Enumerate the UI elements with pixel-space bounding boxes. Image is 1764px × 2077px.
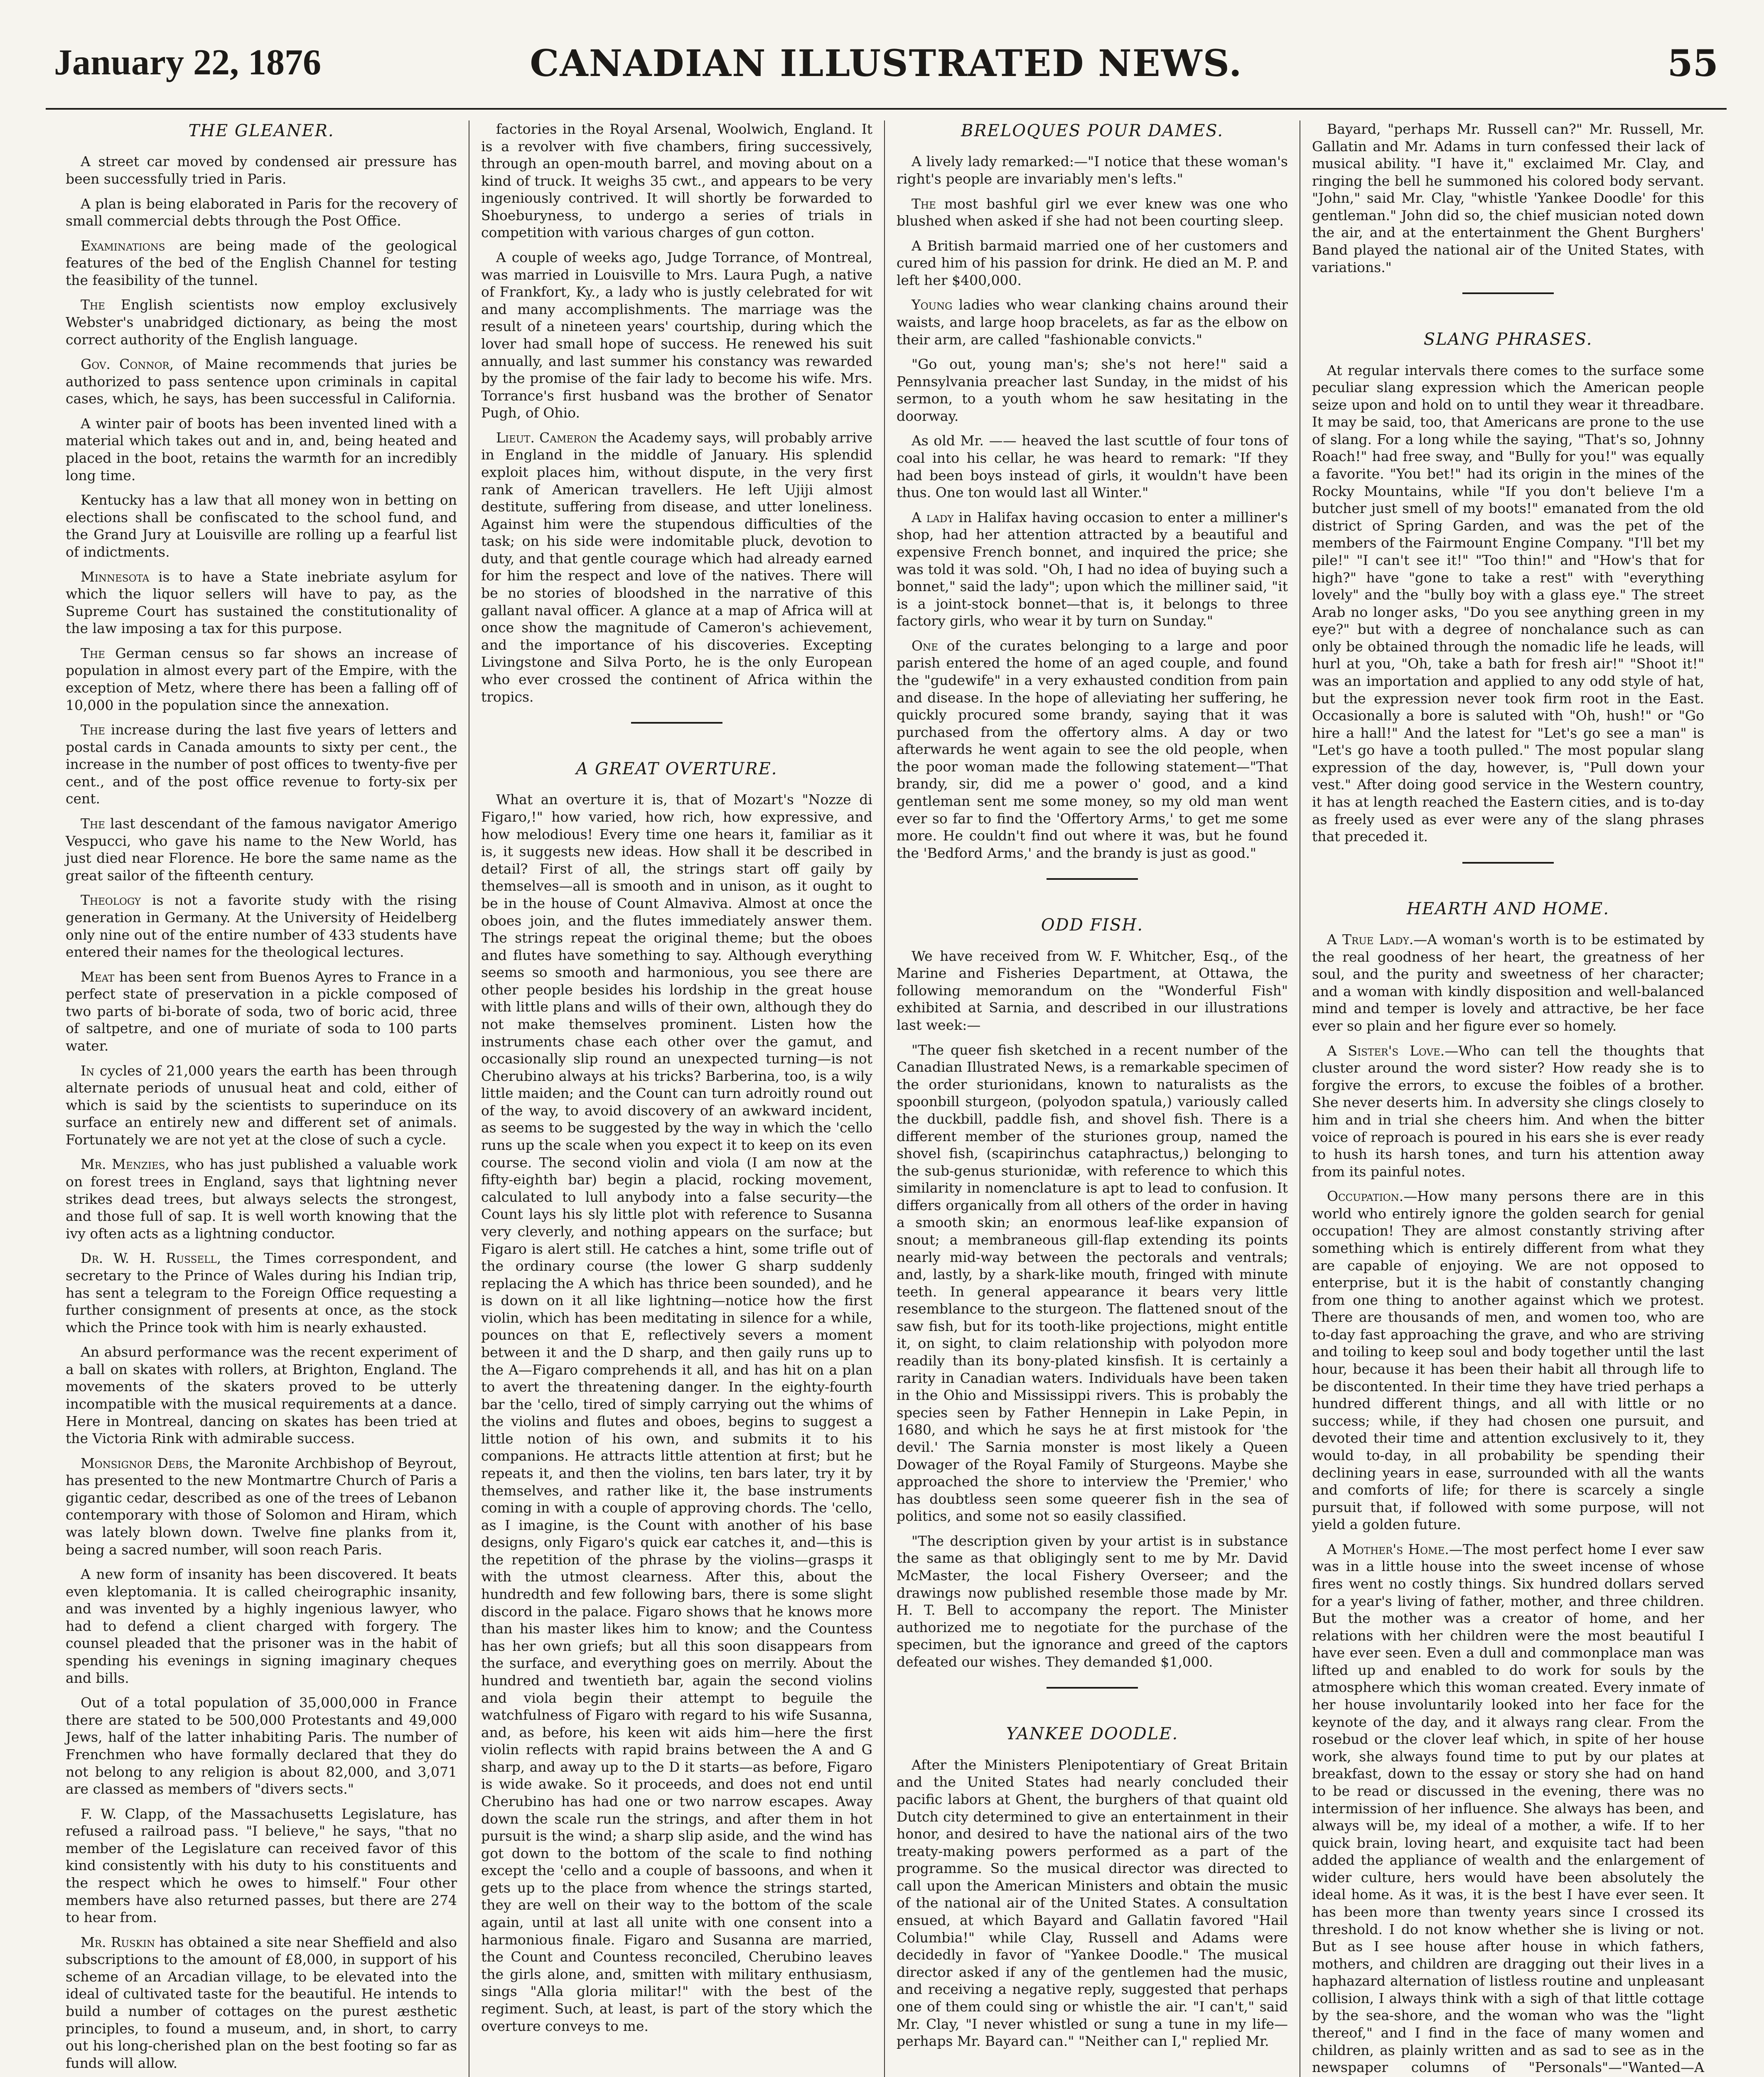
paragraph-lead: A Mother's Home.	[1327, 1541, 1449, 1557]
paragraph	[897, 637, 1288, 862]
paragraph	[1312, 1188, 1704, 1533]
paragraph	[481, 249, 872, 422]
paragraph-text: A plan is being elaborated in Paris for the recovery of small commercial debts through the Post Office.	[66, 195, 457, 229]
paragraph	[66, 153, 457, 187]
paragraph-lead: Monsignor Debs,	[81, 1455, 194, 1471]
paragraph	[66, 237, 457, 289]
newspaper-title: CANADIAN ILLUSTRATED NEWS.	[530, 42, 1243, 85]
paragraph-text: is to have a State inebriate asylum for which the liquor sellers will have to pay, as the Supreme Court has sustained the constitutionality of the law imposing a tax for this purpose.	[66, 568, 457, 637]
paragraph-lead: One	[911, 637, 938, 654]
paragraph-text: cycles of 21,000 years the earth has been through alternate periods of unusual heat and cold, either of which is said by the scientists to superinduce on its surface an entirely new and different set of animals. Fortunately we are not yet at the close of such a cycle.	[66, 1062, 457, 1148]
paragraph-text: most bashful girl we ever knew was one who blushed when asked if she had not been courting sleep.	[897, 195, 1288, 229]
paragraph	[1312, 931, 1704, 1034]
paragraph-text: "The description given by your artist is in substance the same as that obligingly sent to me by Mr. David McMaster, the local Fishery Overseer; and the drawings now published resemble those made by Mr. H. T. Bell to accompany the report. The Minister authorized me to negotiate for the purchase of the specimen, but the ignorance and greed of the captors defeated our wishes. They demanded $1,000.	[897, 1532, 1288, 1670]
paragraph	[897, 153, 1288, 187]
paragraph	[897, 356, 1288, 425]
paragraph	[897, 237, 1288, 289]
paragraph	[1312, 120, 1704, 276]
section-heading-gleaner: THE GLEANER.	[188, 121, 334, 140]
paragraph-lead: Occupation.	[1327, 1188, 1404, 1205]
paragraph-lead: The	[911, 195, 936, 212]
paragraph	[66, 1455, 457, 1558]
paragraph	[897, 432, 1288, 501]
gleaner-continued-paragraphs	[481, 120, 872, 705]
paragraph-lead: Theology	[81, 892, 141, 908]
paragraph-text: the Maronite Archbishop of Beyrout, has presented to the new Montmartre Church of Paris a gigantic cedar, described as one of the trees of Lebanon contemporary with those of Solomon and Hiram, which was lately blown down. Twelve fine planks from it, being a sacred number, will soon reach Paris.	[66, 1455, 457, 1558]
paragraph-text: A British barmaid married one of her customers and cured him of his passion for drink. He died an M. P. and left her $400,000.	[897, 237, 1288, 288]
paragraph-text: of the curates belonging to a large and poor parish entered the home of an aged couple, and found the "gudewife" in a very exhausted condition from pain and disease. In the hope of alleviating her suffering, he quickly procured some brandy, saying that it was purchased from the offertory alms. A day or two afterwards he went again to see the old people, when the poor woman made the following statement—"That brandy, sir, did me a power o' good, and a kind gentleman sent me some money, so my old man went ever so far to find the 'Offertory Arms,' to get me some more. He couldn't find out where it was, but he found the 'Bedford Arms,' and the brandy is just as good."	[897, 637, 1288, 861]
section-rule	[1462, 292, 1554, 294]
paragraph	[66, 1156, 457, 1242]
paragraph-text: English scientists now employ exclusively Webster's unabridged dictionary, as being the most correct authority of the English language.	[66, 297, 457, 348]
paragraph-lead: Meat	[81, 968, 115, 985]
paragraph-lead: The	[81, 645, 105, 661]
paragraph-text: —The most perfect home I ever saw was in a little house into the sweet incense of whose fires went no costly things. Six hundred dollars served for a year's living of father, mother, and three children. But the mother was a creator of home, and her relations with her children were the most beautiful I have ever seen. Even a dull and commonplace man was lifted up and enabled to do work for souls by the atmosphere which this woman created. Every inmate of her house involuntarily looked into her face for the keynote of the day, and it always rang clear. From the rosebud or the clover leaf which, in spite of her house work, she always found time to put by our plates at breakfast, down to the essay or story she had on hand to be read or discussed in the evening, there was no intermission of her influence. She always has been, and always will be, my ideal of a mother, a wife. If to her quick brain, loving heart, and exquisite tact had been added the appliance of wealth and the enlargement of wider culture, hers would have been absolutely the ideal home. As it was, it is the best I have ever seen. It has been more than twenty years since I crossed its threshold. I do not know whether she is living or not. But as I see house after house in which fathers, mothers, and children are dragging out their lives in a haphazard alternation of listless routine and unpleasant collision, I always think with a sigh of that little cottage by the sea-shore, and the woman who was the "light thereof," and I find in the face of many women and children, as plainly written and as sad to see as in the newspaper columns of "Personals"—"Wanted—A	[1312, 1541, 1704, 2076]
paragraph-text: has been sent from Buenos Ayres to France in a perfect state of preservation in a pickle composed of two parts of bi-borate of soda, two of boric acid, three of saltpetre, and one of muriate of soda to 100 parts water.	[66, 968, 457, 1054]
column-3	[885, 120, 1300, 2077]
section-heading-yankee-doodle: YANKEE DOODLE.	[1006, 1724, 1179, 1744]
paragraph-text: increase during the last five years of letters and postal cards in Canada amounts to sixty per cent., the increase in the number of post offices to twenty-five per cent., and of the post office revenue to forty-six per cent.	[66, 722, 457, 807]
paragraph	[66, 968, 457, 1055]
paragraph-lead: A Sister's Love.	[1327, 1042, 1445, 1059]
paragraph-lead: Mr. Menzies,	[81, 1156, 170, 1173]
slang-paragraphs	[1312, 362, 1704, 845]
gleaner-paragraphs	[66, 153, 457, 2077]
paragraph-lead: Dr. W. H. Russell,	[81, 1250, 221, 1267]
paragraph-text: A new form of insanity has been discovered. It beats even kleptomania. It is called cheirographic insanity, and was invented by a highly ingenious lawyer, who had to defend a client charged with forgery. The counsel pleaded that the prisoner was in the habit of spending his evenings in signing imaginary cheques and bills.	[66, 1566, 457, 1686]
column-2	[469, 120, 885, 2077]
section-rule	[1462, 862, 1554, 864]
paragraph-text: At regular intervals there comes to the surface some peculiar slang expression which the American people seize upon and hold on to until they wear it threadbare. It may be said, too, that Americans are prone to the use of slang. For a long while the saying, "That's so, Johnny Roach!" had free sway, and "Bully for you!" was equally a favorite. "You bet!" had its origin in the mines of the Rocky Mountains, while "If you don't believe I'm a butcher just smell of my boots!" emanated from the old district of Spring Garden, and was the pet of the members of the Fairmount Engine Company. "I'll bet my pile!" "I can't see it!" "Too thin!" and "How's that for high?" have "gone to take a rest" with "everything lovely" and the "bully boy with a glass eye." The street Arab no longer asks, "Do you see anything green in my eye?" but with a degree of nonchalance such as can only be obtained through the nomadic life he leads, will hurl at you, "Oh, take a bath for fresh air!" "Shoot it!" was an importation and applied to any odd style of hat, but the expression never took firm root in the East. Occasionally a bore is saluted with "Oh, hush!" or "Go hire a hall!" And the latest for "Let's go see a man" is "Let's go have a tooth pulled." The most popular slang expression of the day, however, is, "Pull down your vest." After doing good service in the Western country, it has at length reached the Eastern cities, and is to-day as freely used as ever were any of the slang phrases that preceded it.	[1312, 362, 1704, 845]
paragraph	[481, 791, 872, 2035]
overture-paragraphs	[481, 791, 872, 2035]
paragraph-text: F. W. Clapp, of the Massachusetts Legislature, has refused a railroad pass. "I believe," he says, "that no member of the Legislature can received favor of this kind consistently with his duty to his constituents and the respect which he owes to himself." Four other members have also returned passes, but there are 274 to hear from.	[66, 1805, 457, 1926]
paragraph	[66, 296, 457, 348]
hearth-home-paragraphs	[1312, 931, 1704, 2077]
section-rule	[631, 722, 722, 724]
yankee-doodle-paragraphs	[897, 1756, 1288, 2050]
paragraph-text: "The queer fish sketched in a recent number of the Canadian Illustrated News, is a remarkable specimen of the order sturionidans, known to naturalists as the spoonbill sturgeon, (polyodon spatula,) variously called the duckbill, paddle fish, and shovel fish. There is a different member of the sturiones group, named the shovel fish, (scapirinchus cataphractus,) belonging to the sub-genus sturionidæ, with reference to which this similarity in nomenclature is apt to lead to confusion. It differs organically from all others of the order in having a smooth skin; an enormous leaf-like expansion of snout; a membraneous gill-flap extending its points nearly mid-way between the pectorals and ventrals; and, lastly, by a shark-like mouth, fringed with minute teeth. In general appearance it bears very little resemblance to the sturgeon. The flattened snout of the saw fish, but for its tooth-like projections, might entitle it, on sight, to claim relationship with polyodon more readily than its bony-plated kinsfish. It is certainly a rarity in Canadian waters. Individuals have been taken in the Ohio and Mississippi rivers. This is probably the species seen by Father Hennepin in Lake Pepin, in 1680, and which he says he at first mistook for 'the devil.' The Sarnia monster is most likely a Queen Dowager of the Royal Family of Sturgeons. Maybe she approached the shore to interview the 'Premier,' who has doubtless seen some queerer fish in the sea of politics, and some not so easily classified.	[897, 1041, 1288, 1525]
section-heading-breloques: BRELOQUES POUR DAMES.	[961, 121, 1223, 140]
paragraph-text: the Times correspondent, and secretary to the Prince of Wales during his Indian trip, has sent a telegram to the Foreign Office requesting a further consignment of presents at once, as the stock which the Prince took with him is nearly exhausted.	[66, 1250, 457, 1336]
paragraph-lead: Minnesota	[81, 568, 150, 585]
paragraph	[66, 415, 457, 484]
paragraph-lead: The	[81, 722, 105, 738]
section-rule	[1047, 1687, 1138, 1689]
paragraph-text: the Academy says, will probably arrive in England in the middle of January. His splendid exploit places him, without dispute, in the very first rank of American travellers. He left Ujiji almost destitute, suffering from disease, and utter loneliness. Against him were the stupendous difficulties of the task; on his side were indomitable pluck, devotion to duty, and that gentle courage which had already earned for him the respect and love of the natives. There will be no stories of bloodshed in the narrative of this gallant naval officer. A glance at a map of Africa will at once show the magnitude of Cameron's achievement, and the importance of his discoveries. Excepting Livingstone and Silva Porto, he is the only European who ever crossed the continent of Africa within the tropics.	[481, 429, 873, 705]
paragraph-lead: Young	[911, 297, 953, 313]
paragraph-text: Out of a total population of 35,000,000 in France there are stated to be 500,000 Protestants and 49,000 Jews, half of the latter inhabiting Paris. The number of Frenchmen who have formally declared that they do not belong to any religion is about 82,000, and 3,071 are classed as members of "divers sects."	[66, 1694, 457, 1797]
paragraph-lead: A lady	[911, 509, 954, 525]
paragraph-text: has obtained a site near Sheffield and also subscriptions to the amount of £8,000, in support of his scheme of an Arcadian village, to be elevated into the ideal of cultivated taste for the beautiful. He intends to build a number of cottages on the purest æsthetic principles, to found a museum, and, in short, to carry out his long-cherished plan on the best footing so far as funds will allow.	[66, 1934, 457, 2071]
paragraph	[897, 1041, 1288, 1525]
paragraph	[66, 195, 457, 230]
paragraph-text: Bayard, "perhaps Mr. Russell can?" Mr. Russell, Mr. Gallatin and Mr. Adams in turn confessed their lack of musical ability. "I have it," exclaimed Mr. Clay, and ringing the bell he summoned his colored body servant. "John," said Mr. Clay, "whistle 'Yankee Doodle' for this gentleman." John did so, the chief musician noted down the air, and at the entertainment the Ghent Burghers' Band played the national air of the United States, with variations."	[1312, 121, 1704, 275]
paragraph	[66, 1694, 457, 1797]
paragraph-lead: A True Lady.	[1327, 931, 1414, 948]
paragraph-text: A winter pair of boots has been invented lined with a material which takes out and in, and, being heated and placed in the boot, retains the warmth for an incredibly long time.	[66, 415, 457, 484]
paragraph-text: What an overture it is, that of Mozart's "Nozze di Figaro,!" how varied, how rich, how expressive, and how melodious! Every time one hears it, familiar as it is, it suggests new ideas. How shall it be described in detail? First of all, the strings start off gaily by themselves—all is smooth and in unison, as it ought to be in the house of Count Almaviva. Almost at once the oboes join, and the flutes immediately answer them. The strings repeat the original theme; but the oboes and flutes have something to say. Although everything seems so smooth and harmonious, you see there are other people besides his lordship in the great house with little plans and wills of their own, although they do not make themselves prominent. Listen how the instruments chase each other over the gamut, and occasionally slip round an unexpected turning—is not Cherubino always at his tricks? Barberina, too, is a wily little maiden; and the Count can turn adroitly round out of the way, to avoid discovery of an awkward incident, as seems to be suggested by the way in which the 'cello runs up the scale when you expect it to keep on its even course. The second violin and viola (I am now at the fifty-eighth bar) begin a placid, rocking movement, calculated to lull anybody into a false security—the Count lays his sly little plot with reference to Susanna very cleverly, and nothing appears on the surface; but Figaro is alert still. He catches a hint, some trifle out of the ordinary course (the lower G sharp suddenly replacing the A which has thrice been sounded), and he is down on it all like lightning—notice how the first violin, which has been meditating in silence for a while, pounces on that E, reflectively severs a moment between it and the D sharp, and then gaily runs up to the A—Figaro comprehends it all, and has hit on a plan to avert the threatening danger. In the eighty-fourth bar the 'cello, tired of simply carrying out the whims of the violins and flutes and oboes, begins to suggest a little notion of his own, and submits it to his companions. He attracts little attention at first; but he repeats it, and then the violins, ten bars later, try it by themselves, and rather like it, the base instruments coming in with a couple of approving chords. The 'cello, as I imagine, is the Count with another of his base designs, only Figaro's quick ear catches it, and—this is the repetition of the phrase by the violins—grasps it with the utmost clearness. After this, about the hundredth and few following bars, there is some slight discord in the palace. Figaro shows that he knows more than his master likes him to know; and the Countess has her own griefs; but all this soon disappears from the surface, and everything goes on merrily. About the hundred and twentieth bar, again the second violins and viola begin their attempt to beguile the watchfulness of Figaro with regard to his wife Susanna, and, as before, his keen wit aids him—here the first violin reflects with rapid brains between the A and G sharp, and away up to the D it starts—as before, Figaro is wide awake. So it proceeds, and does not end until Cherubino has had one or two narrow escapes. Away down the scale run the strings, and after them in hot pursuit is the wind; a sharp slip aside, and the wind has got down to the bottom of the scale to find nothing except the 'cello and a couple of bassoons, and when it gets up to the place from whence the strings started, they are well on their way to the bottom of the scale again, until at last all unite with one consent into a harmonious finale. Figaro and Susanna are married, the Count and Countess reconciled, Cherubino leaves the girls alone, and, smitten with military enthusiasm, sings "Alla gloria militar!" with the best of the regiment. Such, at least, is part of the story which the overture conveys to me.	[481, 791, 872, 2034]
paragraph	[897, 948, 1288, 1034]
paragraph	[66, 815, 457, 884]
section-heading-overture: A GREAT OVERTURE.	[576, 759, 778, 779]
columns	[54, 120, 1716, 2077]
paragraph	[66, 491, 457, 560]
section-heading-hearth-home: HEARTH AND HOME.	[1407, 899, 1609, 918]
paragraph-text: in Halifax having occasion to enter a milliner's shop, had her attention attracted by a beautiful and expensive French bonnet, and inquired the price; she was told it was sold. "Oh, I had no idea of buying such a bonnet," said the lady"; upon which the milliner said, "it is a joint-stock bonnet—that is, it belongs to three factory girls, who wear it by turn on Sunday."	[897, 509, 1288, 629]
paragraph	[66, 891, 457, 960]
paragraph-text: —Who can tell the thoughts that cluster around the word sister? How ready she is to forgive the errors, to excuse the foibles of a brother. She never deserts him. In adversity she clings closely to him and in trial she cheers him. And when the bitter voice of reproach is poured in his ears she is ever ready to hush its harsh tones, and turn his attention away from its painful notes.	[1312, 1042, 1704, 1180]
paragraph-text: An absurd performance was the recent experiment of a ball on skates with rollers, at Brighton, England. The movements of the skaters proved to be utterly incompatible with the musical requirements at a dance. Here in Montreal, dancing on skates has been tried at the Victoria Rink with admirable success.	[66, 1344, 457, 1447]
paragraph	[897, 195, 1288, 230]
paragraph-lead: Lieut. Cameron	[496, 429, 597, 446]
paragraph	[1312, 362, 1704, 845]
paragraph-lead: The	[81, 815, 105, 832]
section-rule	[1047, 878, 1138, 880]
paragraph	[897, 1756, 1288, 2050]
paragraph-text: who has just published a valuable work on forest trees in England, says that lightning never strikes dead trees, but always selects the strongest, and those full of sap. It is well worth knowing that the ivy often acts as a lightning conductor.	[66, 1156, 457, 1242]
paragraph	[1312, 1042, 1704, 1181]
paragraph	[481, 120, 872, 241]
breloques-paragraphs	[897, 153, 1288, 862]
paragraph	[897, 296, 1288, 348]
paragraph	[66, 1805, 457, 1926]
paragraph-text: A couple of weeks ago, Judge Torrance, of Montreal, was married in Louisville to Mrs. Laura Pugh, a native of Frankfort, Ky., a lady who is justly celebrated for wit and many accomplishments. The marriage was the result of a nineteen years' courtship, during which the lover had small hope of success. He renewed his suit annually, and last summer his constancy was rewarded by the promise of the fair lady to become his wife. Mrs. Torrance's first husband was the brother of Senator Pugh, of Ohio.	[481, 249, 872, 421]
paragraph-text: last descendant of the famous navigator Amerigo Vespucci, who gave his name to the New World, has just died near Florence. He bore the same name as the great sailor of the fifteenth century.	[66, 815, 457, 884]
paragraph-lead: In	[81, 1062, 95, 1079]
section-heading-slang: SLANG PHRASES.	[1423, 330, 1593, 349]
paragraph	[66, 1343, 457, 1447]
paragraph-text: A lively lady remarked:—"I notice that these woman's right's people are invariably men's lefts."	[897, 153, 1288, 187]
paragraph-text: ladies who wear clanking chains around their waists, and large hoop bracelets, as far as the elbow on their arm, are called "fashionable convicts."	[897, 297, 1288, 348]
paragraph-text: After the Ministers Plenipotentiary of Great Britain and the United States had nearly concluded their pacific labors at Ghent, the burghers of that quaint old Dutch city determined to give an entertainment in their honor, and desired to have the national airs of the two treaty-making powers performed as a part of the programme. So the musical director was directed to call upon the American Ministers and obtain the music of the national air of the United States. A consultation ensued, at which Bayard and Gallatin favored "Hail Columbia!" while Clay, Russell and Adams were decidedly in favor of "Yankee Doodle." The musical director asked if any of the gentlemen had the music, and receiving a negative reply, suggested that perhaps one of them could sing or whistle the air. "I can't," said Mr. Clay, "I never whistled or sung a tune in my life—perhaps Mr. Bayard can." "Neither can I," replied Mr.	[897, 1756, 1288, 2050]
paragraph	[1312, 1541, 1704, 2077]
paragraph	[897, 1532, 1288, 1671]
column-1	[54, 120, 469, 2077]
paragraph	[481, 429, 872, 705]
paragraph-text: We have received from W. F. Whitcher, Esq., of the Marine and Fisheries Department, at Ottawa, the following memorandum on the "Wonderful Fish" exhibited at Sarnia, and described in our illustrations last week:—	[897, 948, 1288, 1034]
paragraph	[66, 645, 457, 714]
section-heading-odd-fish: ODD FISH.	[1041, 916, 1144, 935]
masthead	[46, 25, 1727, 110]
paragraph-text: As old Mr. —— heaved the last scuttle of four tons of coal into his cellar, he was heard to remark: "If they had been boys instead of girls, it wouldn't have been thus. One ton would last all Winter."	[897, 432, 1288, 501]
paragraph-text: factories in the Royal Arsenal, Woolwich, England. It is a revolver with five chambers, firing successively, through an open-mouth barrel, and moving about on a kind of truck. It weighs 35 cwt., and appears to be very ingeniously contrived. It will shortly be forwarded to Shoeburyness, to undergo a series of trials in competition with various charges of gun cotton.	[481, 121, 872, 241]
paragraph-text: A street car moved by condensed air pressure has been successfully tried in Paris.	[66, 153, 457, 187]
paragraph	[66, 568, 457, 637]
paragraph-text: "Go out, young man's; she's not here!" said a Pennsylvania preacher last Sunday, in the midst of his sermon, to a youth whom he saw hesitating in the doorway.	[897, 356, 1288, 424]
paragraph	[66, 721, 457, 808]
yankee-doodle-continued-paragraphs	[1312, 120, 1704, 276]
paragraph-text: are being made of the geological features of the bed of the English Channel for testing the feasibility of the tunnel.	[66, 237, 457, 288]
paragraph	[897, 509, 1288, 630]
paragraph-lead: Gov. Connor,	[81, 356, 174, 373]
paragraph	[66, 1062, 457, 1149]
paragraph	[66, 356, 457, 408]
paragraph	[66, 1934, 457, 2072]
paragraph-lead: Mr. Ruskin	[81, 1934, 155, 1950]
paragraph-text: Kentucky has a law that all money won in betting on elections shall be confiscated to the school fund, and the Grand Jury at Louisville are rolling up a fearful list of indictments.	[66, 492, 457, 560]
paragraph	[66, 1250, 457, 1336]
odd-fish-paragraphs	[897, 948, 1288, 1671]
paragraph	[66, 1566, 457, 1687]
paragraph-text: —How many persons there are in this world who entirely ignore the golden search for genial occupation! They are almost constantly striving after something which is entirely different from what they are capable of enjoying. We are not opposed to enterprise, but it is the habit of constantly changing from one thing to another against which we protest. There are thousands of men, and women too, who are to-day fast approaching the grave, and who are striving and toiling to keep soul and body together until the last hour, because it has been their habit all through life to be discontented. In their time they have tried perhaps a hundred different things, and all with little or no success; while, if they had chosen one pursuit, and devoted their time and attention exclusively to it, they would to-day, in all probability be spending their declining years in ease, surrounded with all the wants and comforts of life; for there is scarcely a single pursuit that, if followed with some purpose, will not yield a golden future.	[1312, 1188, 1704, 1533]
paragraph-text: —A woman's worth is to be estimated by the real goodness of her heart, the greatness of her soul, and the purity and sweetness of her character; and a woman with kindly disposition and well-balanced mind and temper is lovely and attractive, be her face ever so plain and her figure ever so homely.	[1312, 931, 1704, 1034]
paragraph-lead: The	[81, 297, 105, 313]
issue-date: January 22, 1876	[54, 42, 321, 83]
paragraph-text: of Maine recommends that juries be authorized to pass sentence upon criminals in capital cases, which, he says, has been successful in California.	[66, 356, 457, 407]
column-4	[1300, 120, 1716, 2077]
page-number: 55	[1667, 42, 1718, 85]
paragraph-text: German census so far shows an increase of population in almost every part of the Empire, with the exception of Metz, where there has been a falling off of 10,000 in the population since the annexation.	[66, 645, 457, 713]
paragraph-lead: Examinations	[81, 237, 165, 254]
paragraph-text: is not a favorite study with the rising generation in Germany. At the University of Heidelberg only nine out of the entire number of 433 students have entered their names for the theological lectures.	[66, 892, 457, 960]
